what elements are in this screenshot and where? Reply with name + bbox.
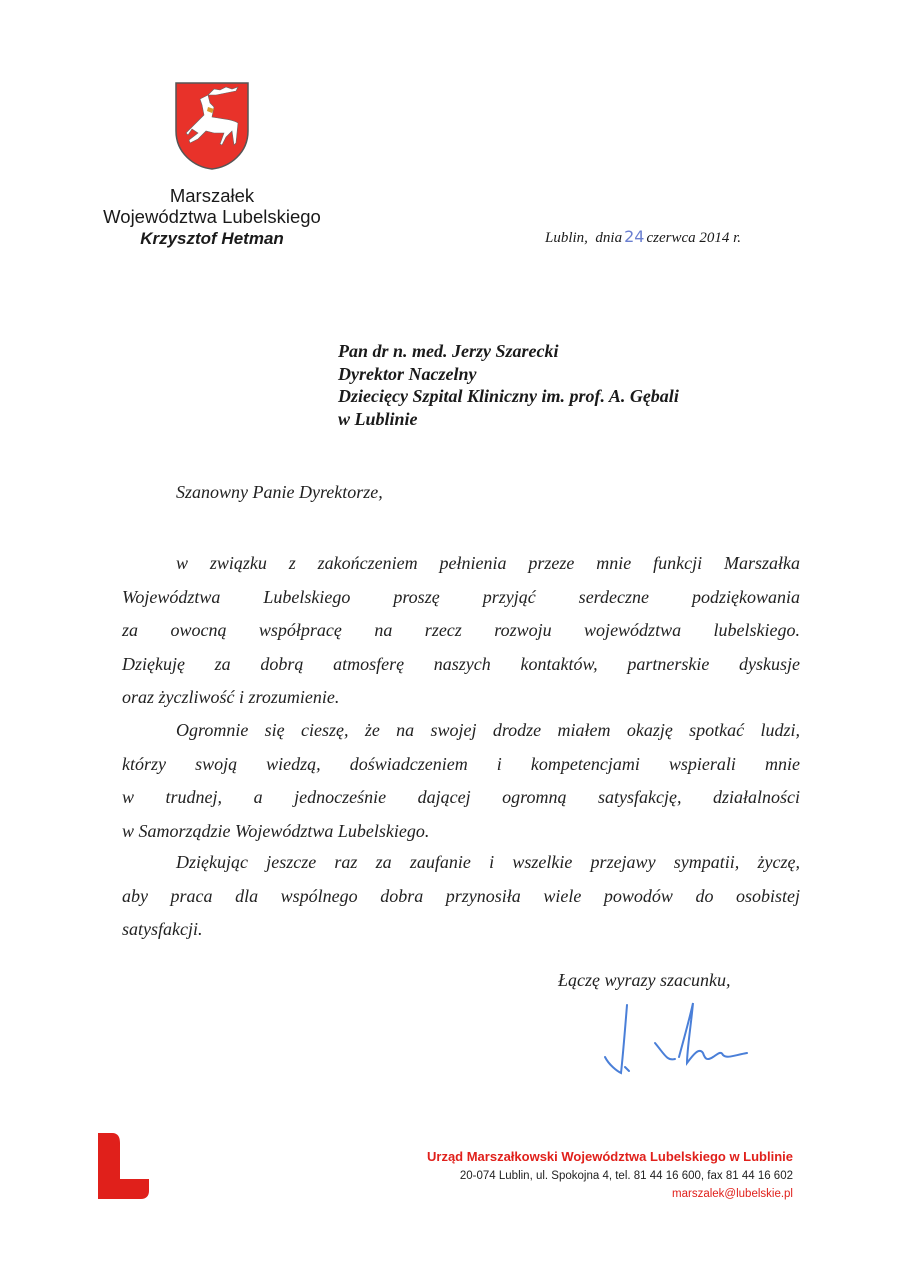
recipient-institution: Dziecięcy Szpital Kliniczny im. prof. A. Gębali bbox=[338, 386, 679, 406]
paragraph-line: w związku z zakończeniem pełnienia przeze mnie funkcji Marszałka bbox=[176, 553, 800, 573]
paragraph-1 bbox=[122, 547, 800, 715]
closing: Łączę wyrazy szacunku, bbox=[558, 970, 731, 990]
paragraph-line: Ogromnie się cieszę, że na swojej drodze miałem okazję spotkać ludzi, bbox=[176, 720, 800, 740]
paragraph-line: w trudnej, a jednocześnie dającej ogromną satysfakcję, działalności bbox=[122, 787, 800, 808]
date-suffix: czerwca 2014 r. bbox=[646, 230, 742, 246]
letterhead-title-line2: Województwa Lubelskiego bbox=[103, 206, 321, 227]
paragraph-line: za owocną współpracę na rzecz rozwoju województwa lubelskiego. bbox=[122, 620, 800, 641]
paragraph-line: Dziękuję za dobrą atmosferę naszych kontaktów, partnerskie dyskusje bbox=[122, 653, 800, 674]
paragraph-line: aby praca dla wspólnego dobra przynosiła wiele powodów do osobistej bbox=[122, 885, 800, 906]
letter-date bbox=[545, 227, 741, 247]
letterhead-name: Krzysztof Hetman bbox=[140, 229, 284, 248]
recipient-name: Pan dr n. med. Jerzy Szarecki bbox=[338, 341, 559, 361]
footer-office: Urząd Marszałkowski Województwa Lubelskiego w Lublinie bbox=[427, 1149, 793, 1164]
date-prefix: Lublin, dnia bbox=[545, 230, 623, 246]
greeting: Szanowny Panie Dyrektorze, bbox=[176, 482, 383, 502]
paragraph-line: w Samorządzie Województwa Lubelskiego. bbox=[122, 820, 430, 841]
signature bbox=[595, 995, 755, 1084]
footer-address: 20-074 Lublin, ul. Spokojna 4, tel. 81 44 16 600, fax 81 44 16 602 bbox=[459, 1170, 793, 1182]
paragraph-line: Województwa Lubelskiego proszę przyjąć serdeczne podziękowania bbox=[122, 586, 800, 607]
recipient-city: w Lublinie bbox=[338, 408, 418, 429]
paragraph-line: którzy swoją wiedzą, doświadczeniem i kompetencjami wspierali mnie bbox=[122, 753, 800, 774]
recipient-block bbox=[338, 340, 679, 430]
footer-email[interactable]: marszalek@lubelskie.pl bbox=[672, 1188, 793, 1200]
paragraph-line: satysfakcji. bbox=[122, 919, 203, 940]
letterhead-title-line1: Marszałek bbox=[169, 185, 255, 206]
paragraph-3 bbox=[122, 846, 800, 947]
paragraph-line: Dziękując jeszcze raz za zaufanie i wszelkie przejawy sympatii, życzę, bbox=[176, 852, 800, 872]
recipient-title: Dyrektor Naczelny bbox=[338, 363, 477, 384]
office-logo-l bbox=[98, 1133, 149, 1199]
paragraph-line: oraz życzliwość i zrozumienie. bbox=[122, 687, 340, 708]
coat-of-arms bbox=[174, 81, 250, 171]
paragraph-2 bbox=[122, 714, 800, 848]
date-day-handwritten: 24 bbox=[624, 227, 645, 246]
